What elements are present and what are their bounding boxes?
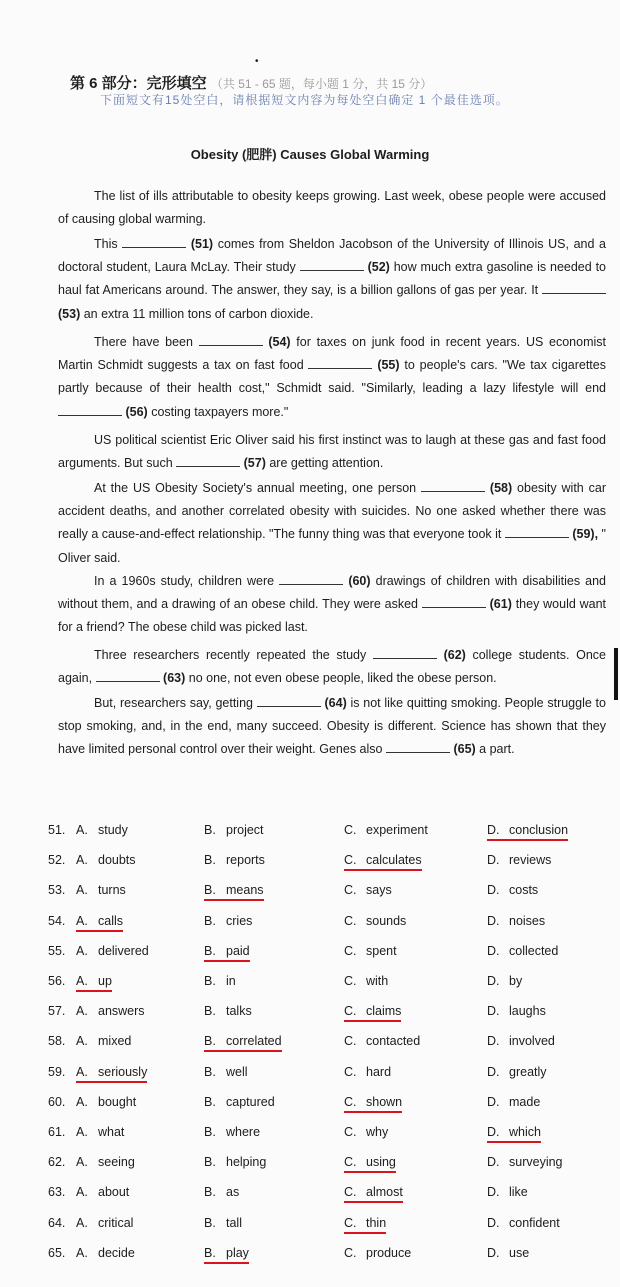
- option-letter: B.: [204, 1215, 216, 1230]
- option-text: why: [366, 1125, 389, 1139]
- option-b[interactable]: [204, 823, 264, 837]
- blank-61[interactable]: [422, 596, 486, 608]
- option-c[interactable]: [344, 944, 397, 958]
- option-c[interactable]: [344, 914, 406, 928]
- option-text: tall: [226, 1215, 242, 1230]
- option-a[interactable]: [76, 974, 112, 992]
- option-d[interactable]: [487, 853, 551, 867]
- option-letter: A.: [76, 1064, 88, 1079]
- option-text: using: [366, 1155, 396, 1170]
- option-letter: B.: [204, 913, 216, 928]
- question-number: 64.: [48, 1215, 66, 1230]
- blank-65[interactable]: [386, 741, 450, 753]
- option-c[interactable]: [344, 1216, 386, 1234]
- question-number: 55.: [48, 943, 66, 958]
- option-letter: D.: [487, 853, 500, 868]
- option-letter: D.: [487, 1185, 500, 1200]
- option-d[interactable]: [487, 914, 545, 928]
- question-number: 52.: [48, 853, 66, 868]
- option-text: where: [226, 1125, 261, 1139]
- paragraph-3: There have been (54) for taxes on junk food in recent years. US economist Martin Schmidt suggests a tax on fast food (55) to people's cars. "We tax cigarettes partly because of their health cost," Schmidt said. "Similarly, leading a lazy lifestyle will end (56) costing taxpayers more.": [58, 335, 606, 419]
- option-c[interactable]: [344, 1246, 411, 1260]
- option-text: play: [226, 1245, 249, 1260]
- option-letter: B.: [204, 1245, 216, 1260]
- option-letter: B.: [204, 1064, 216, 1079]
- option-text: study: [98, 823, 128, 837]
- option-b[interactable]: [204, 944, 250, 962]
- option-text: sounds: [366, 913, 407, 928]
- option-letter: B.: [204, 1094, 216, 1109]
- option-text: laughs: [509, 1004, 546, 1019]
- option-letter: B.: [204, 1125, 216, 1139]
- option-a[interactable]: [76, 1004, 145, 1018]
- option-letter: D.: [487, 943, 500, 958]
- blank-62[interactable]: [373, 647, 437, 659]
- option-c[interactable]: [344, 1125, 388, 1139]
- option-letter: A.: [76, 1004, 88, 1019]
- option-b[interactable]: [204, 914, 252, 928]
- option-a[interactable]: [76, 914, 123, 932]
- option-letter: B.: [204, 823, 216, 837]
- option-text: produce: [366, 1245, 412, 1260]
- option-text: costs: [509, 883, 539, 898]
- option-a[interactable]: [76, 1185, 129, 1199]
- option-letter: C.: [344, 1155, 357, 1170]
- option-text: contacted: [366, 1034, 421, 1049]
- option-text: noises: [509, 913, 546, 928]
- option-d[interactable]: [487, 1216, 560, 1230]
- option-a[interactable]: [76, 1034, 131, 1048]
- blank-52[interactable]: [300, 259, 364, 271]
- question-number: 60.: [48, 1094, 66, 1109]
- option-b[interactable]: [204, 883, 264, 901]
- option-b[interactable]: [204, 1246, 249, 1264]
- option-letter: C.: [344, 823, 357, 837]
- question-number: 62.: [48, 1155, 66, 1170]
- option-letter: D.: [487, 974, 500, 988]
- option-d[interactable]: [487, 974, 522, 988]
- option-text: like: [509, 1185, 528, 1200]
- question-number: 58.: [48, 1034, 66, 1049]
- blank-55[interactable]: [308, 357, 372, 369]
- option-a[interactable]: [76, 1246, 135, 1260]
- option-b[interactable]: [204, 974, 236, 988]
- option-letter: A.: [76, 974, 88, 988]
- option-d[interactable]: [487, 1065, 547, 1079]
- blank-59[interactable]: [505, 526, 569, 538]
- option-letter: D.: [487, 1064, 500, 1079]
- option-text: conclusion: [509, 823, 569, 837]
- option-text: bought: [98, 1094, 137, 1109]
- option-text: as: [226, 1185, 240, 1200]
- option-text: calls: [98, 913, 124, 928]
- option-text: critical: [98, 1215, 134, 1230]
- option-letter: B.: [204, 1155, 216, 1170]
- scan-edge-mark: [614, 648, 618, 700]
- option-text: says: [366, 883, 392, 898]
- option-letter: A.: [76, 1094, 88, 1109]
- option-c[interactable]: [344, 1155, 396, 1173]
- option-text: made: [509, 1094, 541, 1109]
- option-d[interactable]: [487, 1095, 540, 1109]
- option-b[interactable]: [204, 1034, 282, 1052]
- option-letter: B.: [204, 1034, 216, 1049]
- section-label: 第 6 部分：完形填空: [70, 75, 207, 92]
- option-a[interactable]: [76, 1065, 147, 1083]
- option-text: paid: [226, 943, 250, 958]
- option-d[interactable]: [487, 1004, 546, 1018]
- option-text: claims: [366, 1004, 402, 1019]
- question-number: 63.: [48, 1185, 66, 1200]
- option-c[interactable]: [344, 1065, 391, 1079]
- option-letter: D.: [487, 1034, 500, 1049]
- option-letter: C.: [344, 1125, 357, 1139]
- option-letter: C.: [344, 1185, 357, 1200]
- option-d[interactable]: [487, 1246, 529, 1260]
- option-letter: C.: [344, 883, 357, 898]
- option-letter: B.: [204, 974, 216, 988]
- option-text: experiment: [366, 823, 428, 837]
- section-instruction: 下面短文有15处空白，请根据短文内容为每处空白确定 1 个最佳选项。: [100, 93, 509, 107]
- option-letter: C.: [344, 1004, 357, 1019]
- option-text: greatly: [509, 1064, 547, 1079]
- option-text: use: [509, 1245, 530, 1260]
- option-letter: A.: [76, 943, 88, 958]
- option-c[interactable]: [344, 853, 422, 871]
- passage-title: Obesity (肥胖) Causes Global Warming: [190, 147, 430, 162]
- option-c[interactable]: [344, 1095, 402, 1113]
- option-letter: A.: [76, 1185, 88, 1200]
- option-d[interactable]: [487, 1125, 541, 1143]
- option-text: shown: [366, 1094, 403, 1109]
- option-text: doubts: [98, 853, 136, 868]
- question-number: 53.: [48, 883, 66, 898]
- option-a[interactable]: [76, 853, 136, 867]
- option-text: what: [98, 1125, 125, 1139]
- blank-57[interactable]: [176, 455, 240, 467]
- question-number: 59.: [48, 1064, 66, 1079]
- option-letter: A.: [76, 1245, 88, 1260]
- option-text: answers: [98, 1004, 145, 1019]
- paragraph-6: In a 1960s study, children were (60) drawings of children with disabilities and without them, and a drawing of an obese child. They were asked (61) they would want for a friend? The obese child was picked last.: [58, 574, 607, 635]
- option-letter: C.: [344, 853, 357, 868]
- option-letter: B.: [204, 883, 216, 898]
- question-number: 54.: [48, 913, 66, 928]
- option-letter: C.: [344, 1215, 357, 1230]
- blank-64[interactable]: [257, 695, 321, 707]
- option-letter: D.: [487, 1155, 500, 1170]
- paragraph-1: The list of ills attributable to obesity keeps growing. Last week, obese people were accused of causing global warming.: [58, 189, 606, 227]
- option-b[interactable]: [204, 1004, 252, 1018]
- option-a[interactable]: [76, 823, 128, 837]
- option-text: project: [226, 823, 264, 837]
- option-text: turns: [98, 883, 126, 898]
- scan-speck: •: [255, 56, 259, 67]
- option-text: spent: [366, 943, 397, 958]
- option-d[interactable]: [487, 944, 558, 958]
- question-number: 65.: [48, 1245, 66, 1260]
- option-text: seriously: [98, 1064, 148, 1079]
- question-number: 61.: [48, 1125, 66, 1139]
- option-text: hard: [366, 1064, 392, 1079]
- option-letter: A.: [76, 853, 88, 868]
- option-text: captured: [226, 1094, 275, 1109]
- option-letter: D.: [487, 1245, 500, 1260]
- option-letter: C.: [344, 974, 357, 988]
- option-text: decide: [98, 1245, 135, 1260]
- option-a[interactable]: [76, 1125, 124, 1139]
- option-letter: D.: [487, 823, 500, 837]
- option-text: delivered: [98, 943, 149, 958]
- option-c[interactable]: [344, 1034, 420, 1048]
- option-a[interactable]: [76, 883, 126, 897]
- option-c[interactable]: [344, 823, 428, 837]
- option-text: seeing: [98, 1155, 135, 1170]
- paragraph-4: US political scientist Eric Oliver said his first instinct was to laugh at these gas and fast food arguments. But such (57) are getting attention.: [58, 433, 606, 471]
- option-text: mixed: [98, 1034, 132, 1049]
- option-letter: A.: [76, 1155, 88, 1170]
- option-text: helping: [226, 1155, 267, 1170]
- option-letter: B.: [204, 853, 216, 868]
- option-text: surveying: [509, 1155, 563, 1170]
- option-letter: B.: [204, 1004, 216, 1019]
- option-letter: A.: [76, 1215, 88, 1230]
- option-text: confident: [509, 1215, 560, 1230]
- option-d[interactable]: [487, 1185, 528, 1199]
- option-text: involved: [509, 1034, 555, 1049]
- option-text: up: [98, 974, 112, 988]
- option-c[interactable]: [344, 974, 388, 988]
- option-b[interactable]: [204, 1185, 239, 1199]
- option-b[interactable]: [204, 1125, 260, 1139]
- option-letter: D.: [487, 1094, 500, 1109]
- option-d[interactable]: [487, 883, 538, 897]
- option-letter: D.: [487, 1004, 500, 1019]
- option-text: means: [226, 883, 264, 898]
- option-c[interactable]: [344, 883, 392, 897]
- option-a[interactable]: [76, 1155, 135, 1169]
- blank-56[interactable]: [58, 404, 122, 416]
- option-letter: C.: [344, 943, 357, 958]
- option-letter: A.: [76, 1125, 88, 1139]
- option-b[interactable]: [204, 853, 265, 867]
- blank-58[interactable]: [421, 480, 485, 492]
- option-text: by: [509, 974, 523, 988]
- question-number: 56.: [48, 974, 66, 988]
- blank-60[interactable]: [279, 573, 343, 585]
- option-letter: D.: [487, 913, 500, 928]
- option-letter: A.: [76, 883, 88, 898]
- option-letter: C.: [344, 1034, 357, 1049]
- option-text: almost: [366, 1185, 403, 1200]
- paragraph-8: But, researchers say, getting (64) is not like quitting smoking. People struggle to stop smoking, and, in the end, many succeed. Obesity is different. Science has shown that they have limited personal control over their weight. Genes also (65) a part.: [58, 696, 606, 757]
- option-text: with: [366, 974, 389, 988]
- option-letter: C.: [344, 1094, 357, 1109]
- option-text: reports: [226, 853, 265, 868]
- option-c[interactable]: [344, 1185, 403, 1203]
- paragraph-7: Three researchers recently repeated the study (62) college students. Once again, (63) no one, not even obese people, liked the obese person.: [58, 648, 606, 686]
- option-text: correlated: [226, 1034, 282, 1049]
- option-a[interactable]: [76, 1216, 133, 1230]
- option-text: cries: [226, 913, 253, 928]
- option-d[interactable]: [487, 1155, 563, 1169]
- option-a[interactable]: [76, 944, 149, 958]
- option-d[interactable]: [487, 823, 568, 841]
- blank-54[interactable]: [199, 334, 263, 346]
- option-text: well: [226, 1064, 248, 1079]
- option-a[interactable]: [76, 1095, 136, 1109]
- section-note: （共 51 - 65 题，每小题 1 分，共 15 分）: [210, 77, 433, 91]
- blank-53[interactable]: [542, 282, 606, 294]
- option-letter: B.: [204, 1185, 216, 1200]
- option-letter: A.: [76, 823, 88, 837]
- option-b[interactable]: [204, 1095, 275, 1109]
- option-d[interactable]: [487, 1034, 555, 1048]
- option-letter: B.: [204, 943, 216, 958]
- option-letter: A.: [76, 913, 88, 928]
- blank-51[interactable]: [122, 236, 186, 248]
- option-letter: D.: [487, 1215, 500, 1230]
- option-text: thin: [366, 1215, 387, 1230]
- option-letter: A.: [76, 1034, 88, 1049]
- option-letter: C.: [344, 1064, 357, 1079]
- blank-63[interactable]: [96, 670, 160, 682]
- option-text: reviews: [509, 853, 552, 868]
- option-text: talks: [226, 1004, 252, 1019]
- question-number: 51.: [48, 823, 66, 837]
- option-text: which: [509, 1125, 541, 1139]
- section-header: [70, 72, 432, 93]
- paragraph-2: This (51) comes from Sheldon Jacobson of the University of Illinois US, and a doctoral student, Laura McLay. Their study (52) how much extra gasoline is needed to haul fat Americans around. The answer, they say, is a billion gallons of gas per year. It (53) an extra 11 million tons of carbon dioxide.: [58, 237, 607, 321]
- option-letter: D.: [487, 1125, 500, 1139]
- option-letter: C.: [344, 1245, 357, 1260]
- option-c[interactable]: [344, 1004, 401, 1022]
- option-text: calculates: [366, 853, 422, 868]
- option-b[interactable]: [204, 1216, 242, 1230]
- option-letter: C.: [344, 913, 357, 928]
- option-text: about: [98, 1185, 130, 1200]
- paragraph-5: At the US Obesity Society's annual meeting, one person (58) obesity with car accident deaths, and another correlated obesity with suicides. No one asked whether there was really a cause-and-effect relationship. "The funny thing was that everyone took it (59), " Oliver said.: [58, 481, 606, 565]
- option-text: in: [226, 974, 236, 988]
- option-text: collected: [509, 943, 559, 958]
- option-b[interactable]: [204, 1155, 266, 1169]
- option-letter: D.: [487, 883, 500, 898]
- question-number: 57.: [48, 1004, 66, 1019]
- option-b[interactable]: [204, 1065, 248, 1079]
